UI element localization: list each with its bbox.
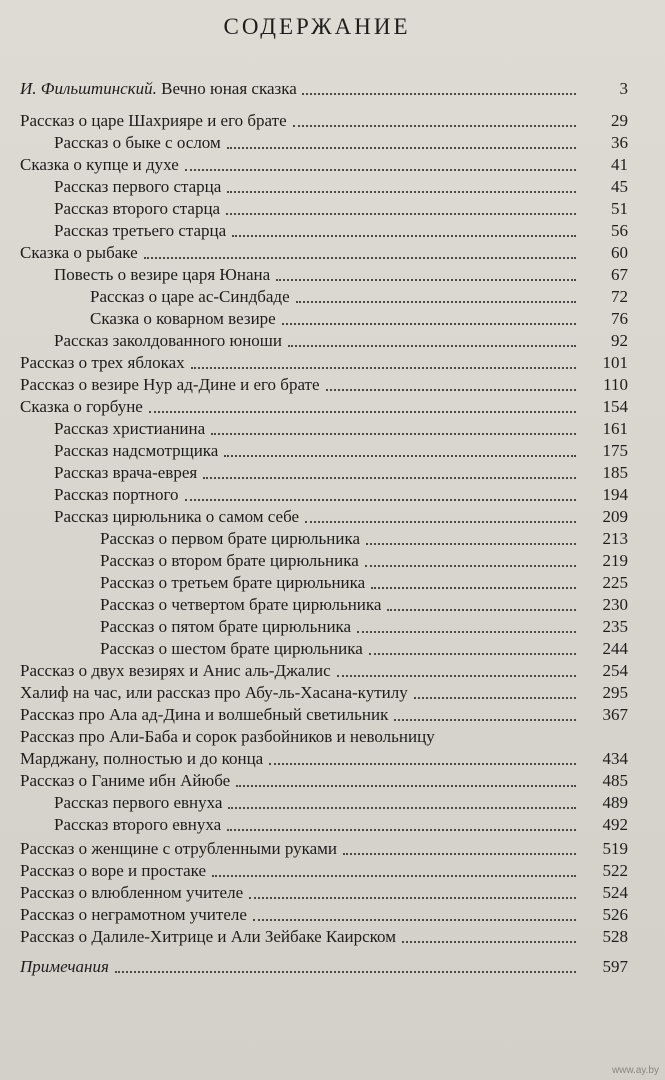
toc-entry-title <box>20 352 187 374</box>
dot-leader <box>227 147 576 149</box>
toc-entry-text: Рассказ о пятом брате цирюльника <box>100 617 352 636</box>
toc-entry <box>20 770 628 792</box>
dot-leader <box>357 631 576 633</box>
toc-entry-page: 51 <box>611 199 628 218</box>
toc-entry-text: Рассказ второго евнуха <box>54 815 222 834</box>
dot-leader <box>227 191 576 193</box>
dot-leader <box>366 543 576 545</box>
toc-entry-page: 528 <box>602 927 628 946</box>
toc-entry-title <box>54 484 181 506</box>
toc-entry-page: 519 <box>602 839 628 858</box>
toc-entry-text: Рассказ о трех яблоках <box>20 353 185 372</box>
toc-entry-title <box>20 242 140 264</box>
toc-entry-title <box>20 682 410 704</box>
toc-entry <box>20 220 628 242</box>
toc-entry-text: Рассказ о втором брате цирюльника <box>100 551 359 570</box>
toc-entry-text: Рассказ о третьем брате цирюльника <box>100 573 366 592</box>
toc-entry-page: 101 <box>602 353 628 372</box>
toc-entry-page: 295 <box>602 683 628 702</box>
toc-entry-text: Рассказ о первом брате цирюльника <box>100 529 361 548</box>
toc-entry <box>20 308 628 330</box>
dot-leader <box>236 785 576 787</box>
toc-entry-text: Рассказ третьего старца <box>54 221 227 240</box>
toc-entry-text: Рассказ о влюбленном учителе <box>20 883 244 902</box>
dot-leader <box>293 125 576 127</box>
toc-entry <box>20 264 628 286</box>
toc-entry-title <box>54 418 207 440</box>
toc-entry-page: 76 <box>611 309 628 328</box>
toc-entry-page: 244 <box>602 639 628 658</box>
toc-entry-title <box>100 528 362 550</box>
toc-entry <box>20 814 628 836</box>
toc-entry-text: Рассказ христианина <box>54 419 206 438</box>
toc-entry <box>20 506 628 528</box>
toc-entry-page: 154 <box>602 397 628 416</box>
toc-entry <box>20 550 628 572</box>
toc-entry <box>20 594 628 616</box>
toc-entry-page: 526 <box>602 905 628 924</box>
toc-entry-text: Рассказ о воре и простаке <box>20 861 207 880</box>
toc-entry-page: 3 <box>619 79 628 98</box>
dot-leader <box>387 609 576 611</box>
watermark: www.ay.by <box>611 1065 659 1076</box>
dot-leader <box>149 411 576 413</box>
toc-entry-text: Повесть о везире царя Юнана <box>54 265 271 284</box>
toc-entry-text: Рассказ о Далиле-Хитрице и Али Зейбаке Каирском <box>20 927 396 946</box>
toc-entry-text: Рассказ портного <box>54 485 179 504</box>
toc-entry <box>20 704 628 726</box>
toc-entry-author: И. Фильштинский. <box>20 79 157 98</box>
toc-entry-text: Сказка о горбуне <box>20 397 143 416</box>
toc-entry <box>20 78 628 100</box>
toc-entry <box>20 352 628 374</box>
dot-leader <box>371 587 576 589</box>
toc-entry-title <box>20 726 437 770</box>
toc-entry-title <box>54 440 220 462</box>
dot-leader <box>305 521 576 523</box>
toc-entry-page: 213 <box>602 529 628 548</box>
toc-entry-page: 67 <box>611 265 628 284</box>
toc-entry <box>20 418 628 440</box>
toc-entry-title <box>20 396 145 418</box>
toc-entry <box>20 462 628 484</box>
dot-leader <box>343 853 576 855</box>
toc-entry-text: Вечно юная сказка <box>156 79 297 98</box>
toc-entry-title <box>54 814 223 836</box>
toc-entry <box>20 330 628 352</box>
toc-entry-title <box>20 860 208 882</box>
toc-entry <box>20 286 628 308</box>
dot-leader <box>185 499 576 501</box>
toc-entry-text: Рассказ заколдованного юноши <box>54 331 282 350</box>
toc-entry-page: 434 <box>602 749 628 768</box>
toc-entry <box>20 956 628 978</box>
toc-entry <box>20 198 628 220</box>
toc-entry-text: Рассказ про Али-Баба и сорок разбойников и невольницу <box>20 727 435 746</box>
toc-entry-text: Сказка о коварном везире <box>90 309 276 328</box>
toc-entry-title <box>54 506 301 528</box>
toc-entry-page: 72 <box>611 287 628 306</box>
dot-leader <box>224 455 576 457</box>
toc-entry-title <box>20 882 245 904</box>
toc-entry-text: Рассказ о Ганиме ибн Айюбе <box>20 771 231 790</box>
dot-leader <box>232 235 576 237</box>
toc-entry-page: 29 <box>611 111 628 130</box>
toc-entry <box>20 860 628 882</box>
dot-leader <box>282 323 576 325</box>
toc-entry <box>20 484 628 506</box>
toc-entry-text: Рассказ первого евнуха <box>54 793 223 812</box>
dot-leader <box>191 367 576 369</box>
toc-entry-text: Рассказ первого старца <box>54 177 222 196</box>
toc-entry <box>20 132 628 154</box>
dot-leader <box>326 389 576 391</box>
toc-entry-page: 367 <box>602 705 628 724</box>
toc-entry-page: 161 <box>602 419 628 438</box>
toc-entry-page: 56 <box>611 221 628 240</box>
page-title: СОДЕРЖАНИЕ <box>223 14 411 39</box>
toc-entry-text: Рассказ о двух везирях и Анис аль-Джалис <box>20 661 331 680</box>
dot-leader <box>203 477 576 479</box>
dot-leader <box>228 807 576 809</box>
toc-entry <box>20 726 628 770</box>
toc-entry-page: 597 <box>602 957 628 976</box>
toc-entry <box>20 926 628 948</box>
dot-leader <box>402 941 576 943</box>
toc-entry-page: 41 <box>611 155 628 174</box>
toc-entry <box>20 242 628 264</box>
toc-entry-text: Рассказ о царе ас-Синдбаде <box>90 287 290 306</box>
toc-entry-text: Рассказ о четвертом брате цирюльника <box>100 595 382 614</box>
dot-leader <box>253 919 576 921</box>
toc-entry-text: Рассказ о везире Нур ад-Дине и его брате <box>20 375 320 394</box>
toc-entry-title <box>90 308 278 330</box>
dot-leader <box>249 897 576 899</box>
toc-entry-page: 45 <box>611 177 628 196</box>
toc-entry-text: Рассказ про Ала ад-Дина и волшебный светильник <box>20 705 389 724</box>
toc-entry-title <box>20 154 181 176</box>
toc-entry-title <box>54 264 272 286</box>
toc-entry-page: 60 <box>611 243 628 262</box>
dot-leader <box>211 433 576 435</box>
toc-entry-text: Рассказ о царе Шахрияре и его брате <box>20 111 287 130</box>
dot-leader <box>337 675 576 677</box>
toc-entry-page: 522 <box>602 861 628 880</box>
toc-entry <box>20 660 628 682</box>
toc-entry <box>20 110 628 132</box>
toc-entry-page: 489 <box>602 793 628 812</box>
toc-entry-title <box>100 638 365 660</box>
dot-leader <box>414 697 576 699</box>
toc-entry-page: 92 <box>611 331 628 350</box>
toc-entry <box>20 682 628 704</box>
toc-entry-page: 194 <box>602 485 628 504</box>
toc-entry-title <box>20 838 339 860</box>
toc-entry <box>20 616 628 638</box>
toc-entry-title <box>90 286 292 308</box>
dot-leader <box>288 345 576 347</box>
dot-leader <box>369 653 576 655</box>
toc-entry <box>20 528 628 550</box>
toc-entry-page: 485 <box>602 771 628 790</box>
toc-entry-text: Сказка о рыбаке <box>20 243 138 262</box>
toc-entry-page: 36 <box>611 133 628 152</box>
toc-entry-text: Сказка о купце и духе <box>20 155 179 174</box>
toc-entry-page: 209 <box>602 507 628 526</box>
toc-entry-text-line2: Марджану, полностью и до конца <box>20 749 264 768</box>
toc-entry-title <box>100 572 367 594</box>
toc-entry-page: 110 <box>603 375 628 394</box>
toc-entry-title <box>54 176 223 198</box>
toc-entry-title <box>54 132 223 154</box>
toc-entry <box>20 638 628 660</box>
toc-entry-title <box>20 904 249 926</box>
toc-entry-page: 225 <box>602 573 628 592</box>
toc-entry-title <box>54 792 224 814</box>
toc-entry-text: Примечания <box>20 957 109 976</box>
toc-entry-title <box>20 374 322 396</box>
toc-entry-title <box>54 330 284 352</box>
toc-entry-text: Рассказ второго старца <box>54 199 221 218</box>
toc-entry-text: Рассказ о женщине с отрубленными руками <box>20 839 338 858</box>
toc-entry-title <box>54 198 222 220</box>
dot-leader <box>365 565 576 567</box>
toc-entry-text: Рассказ цирюльника о самом себе <box>54 507 300 526</box>
toc-entry-text: Рассказ о шестом брате цирюльника <box>100 639 363 658</box>
toc-entry-title <box>100 550 361 572</box>
toc-entry-page: 235 <box>602 617 628 636</box>
dot-leader <box>227 829 576 831</box>
toc-entry-title <box>20 660 333 682</box>
toc-entry-page: 230 <box>602 595 628 614</box>
toc-entry <box>20 374 628 396</box>
dot-leader <box>226 213 576 215</box>
toc-entry-title <box>20 78 299 100</box>
toc-entry <box>20 396 628 418</box>
toc-entry-title <box>20 704 390 726</box>
toc-entry <box>20 572 628 594</box>
toc-entry <box>20 904 628 926</box>
toc-entry-text: Рассказ врача-еврея <box>54 463 198 482</box>
dot-leader <box>296 301 576 303</box>
toc-entry-title <box>20 110 289 132</box>
dot-leader <box>394 719 576 721</box>
toc-entry-title <box>54 462 199 484</box>
toc-entry-title <box>100 616 353 638</box>
toc-entry-text: Халиф на час, или рассказ про Абу-ль-Хасана-кутилу <box>20 683 408 702</box>
toc-entry-page: 524 <box>602 883 628 902</box>
dot-leader <box>115 971 576 973</box>
toc-entry <box>20 882 628 904</box>
toc-entry-page: 175 <box>602 441 628 460</box>
toc-entry-text: Рассказ надсмотрщика <box>54 441 219 460</box>
dot-leader <box>185 169 576 171</box>
toc-entry-title <box>20 770 232 792</box>
dot-leader <box>302 93 576 95</box>
toc-entry-page: 185 <box>602 463 628 482</box>
toc-entry-page: 492 <box>602 815 628 834</box>
toc-entry-text: Рассказ о неграмотном учителе <box>20 905 247 924</box>
toc-entry <box>20 792 628 814</box>
dot-leader <box>276 279 576 281</box>
dot-leader <box>144 257 576 259</box>
toc-entry-title <box>20 956 111 978</box>
dot-leader <box>212 875 576 877</box>
toc-entry <box>20 176 628 198</box>
toc-entry-title <box>54 220 228 242</box>
toc-entry-title <box>100 594 383 616</box>
toc-entry <box>20 838 628 860</box>
toc-entry <box>20 154 628 176</box>
toc-entry-page: 254 <box>602 661 628 680</box>
table-of-contents <box>20 78 628 978</box>
toc-entry <box>20 440 628 462</box>
toc-entry-title <box>20 926 398 948</box>
toc-entry-page: 219 <box>602 551 628 570</box>
toc-entry-text: Рассказ о быке с ослом <box>54 133 221 152</box>
